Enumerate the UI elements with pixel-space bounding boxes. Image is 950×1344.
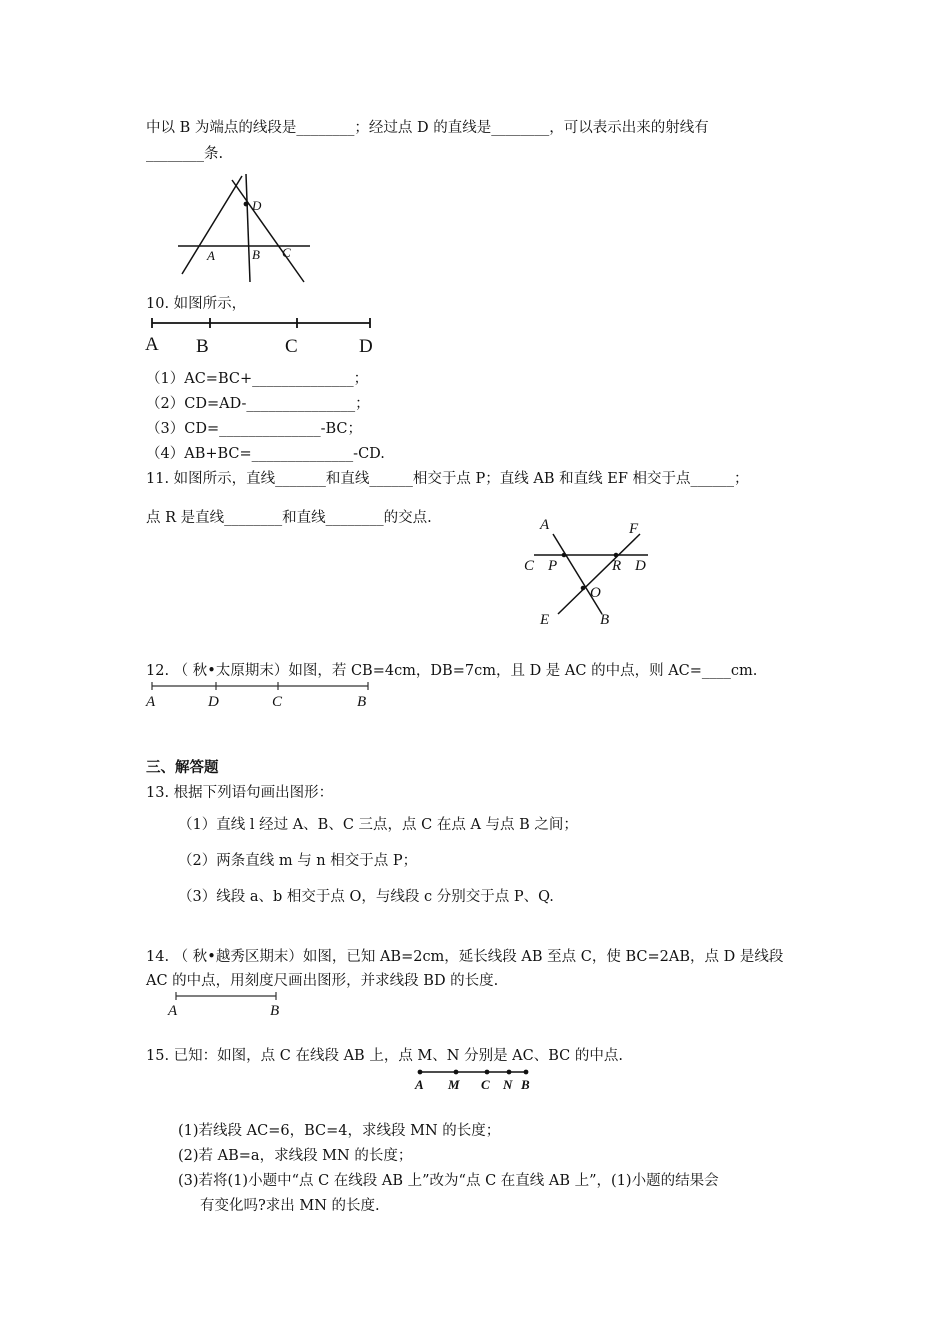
label-c: C <box>524 558 535 574</box>
label-n: N <box>503 1077 513 1092</box>
label-o: O <box>590 585 601 601</box>
label-c: C <box>285 336 298 357</box>
label-d: D <box>359 336 373 357</box>
label-d: D <box>208 694 219 710</box>
figure-10-segment <box>140 312 390 360</box>
q11-line2: 点 R 是直线________和直线________的交点. <box>146 510 432 526</box>
label-b: B <box>521 1077 530 1092</box>
label-d: D <box>252 198 262 213</box>
q10-item-2: （2）CD=AD-_______________； <box>146 396 370 412</box>
label-b: B <box>196 336 209 357</box>
figure-14-segment <box>166 990 296 1020</box>
q13-item-3: （3）线段 a、b 相交于点 O，与线段 c 分别交于点 P、Q. <box>178 889 554 905</box>
q10-item-4: （4）AB+BC=______________-CD. <box>146 446 385 462</box>
q10-title: 10. 如图所示， <box>146 296 247 312</box>
point-p <box>562 553 567 558</box>
q15-item-3-cont: 有变化吗?求出 MN 的长度. <box>200 1198 380 1214</box>
label-c: C <box>282 245 291 260</box>
q15-item-2: (2)若 AB=a，求线段 MN 的长度； <box>178 1148 413 1164</box>
point-d <box>244 202 249 207</box>
q15-intro: 15. 已知：如图，点 C 在线段 AB 上，点 M、N 分别是 AC、BC 的中点. <box>146 1048 623 1064</box>
label-m: M <box>448 1077 460 1092</box>
label-f: F <box>629 521 639 537</box>
label-a: A <box>207 248 215 263</box>
q15-item-1: (1)若线段 AC=6，BC=4，求线段 MN 的长度； <box>178 1123 501 1139</box>
q12-text: 12. （ 秋•太原期末）如图，若 CB=4cm，DB=7cm，且 D 是 AC 的中点，则 AC=____cm. <box>146 663 758 679</box>
label-c: C <box>272 694 283 710</box>
q11-line1: 11. 如图所示，直线_______和直线______相交于点 P；直线 AB 和直线 EF 相交于点______； <box>146 471 749 487</box>
figure-9-lines <box>170 170 320 290</box>
label-b: B <box>357 694 367 710</box>
line-ef <box>558 534 640 614</box>
label-r: R <box>612 558 622 574</box>
label-a: A <box>540 517 550 533</box>
figure-11-lines <box>520 512 660 632</box>
q10-item-1: （1）AC=BC+______________； <box>146 371 369 387</box>
label-b: B <box>600 612 610 628</box>
label-b: B <box>252 247 260 262</box>
label-a: A <box>146 694 156 710</box>
q13-item-1: （1）直线 l 经过 A、B、C 三点，点 C 在点 A 与点 B 之间； <box>178 817 578 833</box>
point-r <box>614 553 619 558</box>
label-a: A <box>145 334 159 355</box>
point-o <box>581 586 586 591</box>
q15-item-3: (3)若将(1)小题中“点 C 在线段 AB 上”改为“点 C 在直线 AB 上”，(1)小题的结果会 <box>178 1173 719 1189</box>
figure-15-segment <box>410 1064 540 1094</box>
q14-line2: AC 的中点，用刻度尺画出图形，并求线段 BD 的长度. <box>146 973 499 989</box>
q13-item-2: （2）两条直线 m 与 n 相交于点 P； <box>178 853 418 869</box>
q9-line2: ________条. <box>146 146 224 162</box>
label-c: C <box>481 1077 490 1092</box>
label-d: D <box>635 558 646 574</box>
section-heading: 三、解答题 <box>146 760 219 776</box>
q13-title: 13. 根据下列语句画出图形： <box>146 785 334 801</box>
line-through-b <box>246 174 250 282</box>
label-p: P <box>548 558 558 574</box>
q9-line1: 中以 B 为端点的线段是________；经过点 D 的直线是________，可以表示出来的射线有 <box>146 120 709 136</box>
q14-line1: 14. （ 秋•越秀区期末）如图，已知 AB=2cm，延长线段 AB 至点 C，使 BC=2AB，点 D 是线段 <box>146 949 784 965</box>
label-b: B <box>270 1003 280 1019</box>
q10-item-3: （3）CD=______________-BC； <box>146 421 363 437</box>
line-ab <box>553 534 602 614</box>
line-through-c <box>232 180 304 282</box>
figure-12-segment <box>144 680 384 714</box>
label-e: E <box>540 612 550 628</box>
label-a: A <box>415 1077 424 1092</box>
label-a: A <box>168 1003 178 1019</box>
